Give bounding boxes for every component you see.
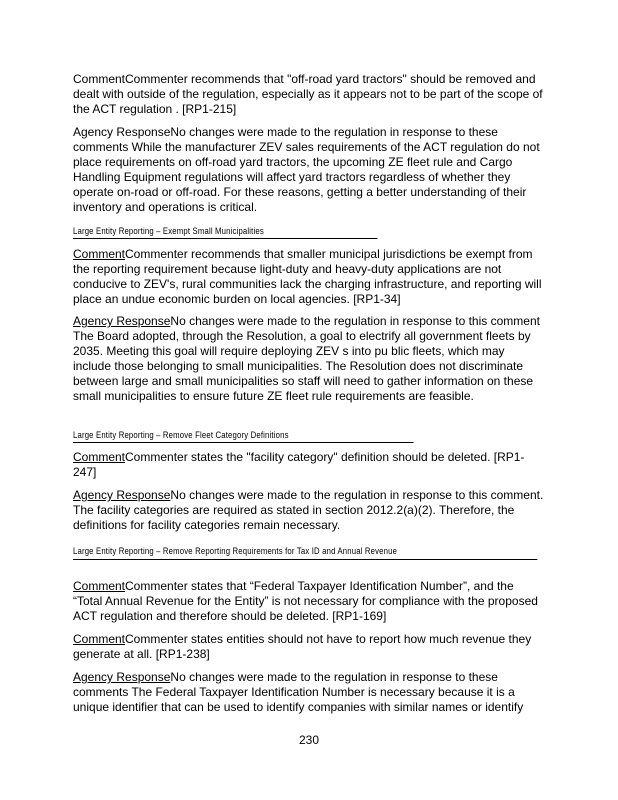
comment-paragraph bbox=[73, 247, 545, 307]
agency-response-text: No changes were made to the regulation in response to these comments The Federal Taxpayer Identification Number is necessary because it is a unique identifier that can be used to identify companies with similar names or identify bbox=[73, 670, 524, 714]
comment-paragraph bbox=[73, 72, 545, 117]
comment-text: Commenter states the "facility category" definition should be deleted. [RP1-247] bbox=[73, 450, 525, 479]
section-heading: Large Entity Reporting – Remove Fleet Category Definitions bbox=[73, 430, 414, 443]
page-number: 230 bbox=[298, 733, 320, 747]
agency-response-paragraph bbox=[73, 314, 545, 404]
agency-response-label: Agency Response bbox=[73, 670, 171, 684]
agency-response-paragraph bbox=[73, 670, 545, 715]
agency-response-label: Agency Response bbox=[73, 125, 171, 139]
comment-paragraph bbox=[73, 450, 545, 480]
agency-response-paragraph bbox=[73, 125, 545, 215]
comment-text: Commenter recommends that "off-road yard tractors" should be removed and dealt with outside of the regulation, especially as it appears not to be part of the scope of the ACT regulation . [RP1-215] bbox=[73, 72, 543, 116]
agency-response-text: No changes were made to the regulation in response to this comment The Board adopted, through the Resolution, a goal to electrify all government fleets by 2035. Meeting this goal will require deploying ZEV s into pu blic fleets, which may include those belonging to small municipalities. The Resolution does not discriminate between large and small municipalities so staff will need to gather information on these small municipalities to ensure future ZE fleet rule requirements are feasible. bbox=[73, 314, 540, 403]
section-heading: Large Entity Reporting – Exempt Small Municipalities bbox=[73, 226, 377, 239]
comment-label: Comment bbox=[73, 579, 126, 593]
comment-paragraph bbox=[73, 632, 545, 662]
comment-text: Commenter recommends that smaller municipal jurisdictions be exempt from the reporting requirement because light-duty and heavy-duty applications are not conducive to ZEV's, rural communities lack the charging infrastructure, and reporting will place an undue economic burden on local agencies. [RP1-34] bbox=[73, 247, 542, 306]
comment-label: Comment bbox=[73, 632, 126, 646]
agency-response-label: Agency Response bbox=[73, 488, 171, 502]
comment-text: Commenter states entities should not have to report how much revenue they generate at all. [RP1-238] bbox=[73, 632, 532, 661]
agency-response-paragraph bbox=[73, 488, 545, 533]
agency-response-text: No changes were made to the regulation in response to this comment. The facility categories are required as stated in section 2012.2(a)(2). Therefore, the definitions for facility categories remain necessary. bbox=[73, 488, 544, 532]
agency-response-label: Agency Response bbox=[73, 314, 171, 328]
comment-label: Comment bbox=[73, 450, 126, 464]
agency-response-text: No changes were made to the regulation in response to these comments While the manufacturer ZEV sales requirements of the ACT regulation do not place requirements on off-road yard tractors, the upcoming ZE fleet rule and Cargo Handling Equipment regulations will affect yard tractors regardless of whether they operate on-road or off-road. For these reasons, getting a better understanding of their inventory and operations is critical. bbox=[73, 125, 540, 214]
comment-text: Commenter states that “Federal Taxpayer Identification Number”, and the “Total Annual Revenue for the Entity” is not necessary for compliance with the proposed ACT regulation and therefore should be deleted. [RP1-169] bbox=[73, 579, 538, 623]
comment-label: Comment bbox=[73, 72, 126, 86]
comment-paragraph bbox=[73, 579, 545, 624]
comment-label: Comment bbox=[73, 247, 126, 261]
section-heading: Large Entity Reporting – Remove Reporting Requirements for Tax ID and Annual Revenue bbox=[73, 544, 537, 560]
